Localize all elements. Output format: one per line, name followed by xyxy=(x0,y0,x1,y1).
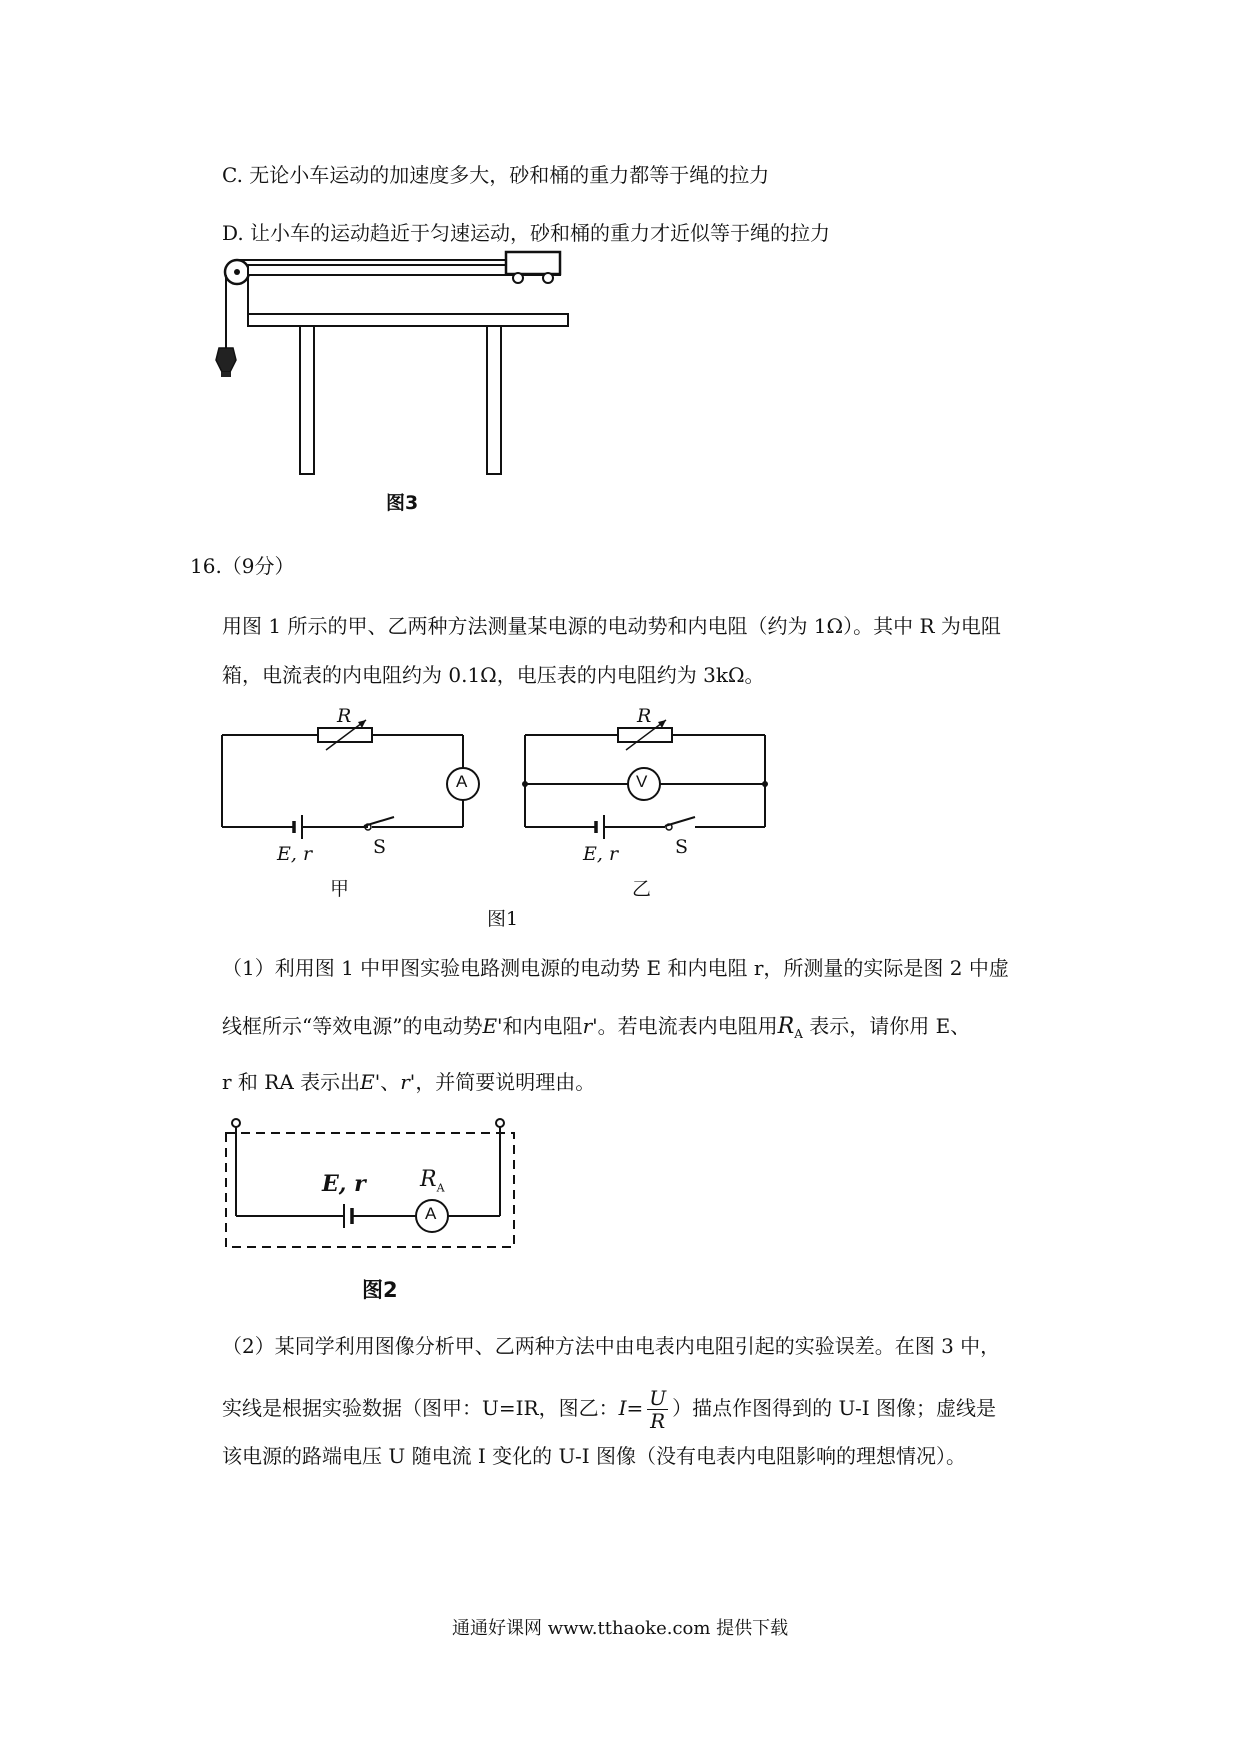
q16-header: 16.（9分） xyxy=(190,554,295,578)
part1-line1: （1）利用图 1 中甲图实验电路测电源的电动势 E 和内电阻 r，所测量的实际是图 2 中虚 xyxy=(222,956,1009,980)
fraction-U-over-R: $\frac{U}{R}$ xyxy=(649,1386,667,1433)
option-d: D. 让小车的运动趋近于匀速运动，砂和桶的重力才近似等于绳的拉力 xyxy=(222,221,831,245)
fig1-jia-S-label: S xyxy=(373,836,387,858)
fig1-jia-Er-label: E, r xyxy=(277,843,313,865)
part2-line1: （2）某同学利用图像分析甲、乙两种方法中由电表内电阻引起的实验误差。在图 3 中， xyxy=(222,1334,1001,1358)
q16-intro-line1: 用图 1 所示的甲、乙两种方法测量某电源的电动势和内电阻（约为 1Ω）。其中 R 为电阻 xyxy=(222,614,1001,638)
part2-line3: 该电源的路端电压 U 随电流 I 变化的 U-I 图像（没有电表内电阻影响的理想情况）。 xyxy=(222,1444,967,1468)
fig1-jia-R-label: R xyxy=(337,705,352,727)
dashed-box xyxy=(226,1133,514,1247)
fig1-yi-R-label: R xyxy=(637,705,652,727)
fig2-RA-label: $R_A$ xyxy=(420,1167,445,1195)
q16-intro-line2: 箱，电流表的内电阻约为 0.1Ω，电压表的内电阻约为 3kΩ。 xyxy=(222,663,765,687)
fig1-jia-label: 甲 xyxy=(330,878,350,900)
option-c: C. 无论小车运动的加速度多大，砂和桶的重力都等于绳的拉力 xyxy=(222,163,770,187)
fig1-yi-label: 乙 xyxy=(632,878,652,900)
fig1-yi-Er-label: E, r xyxy=(583,843,619,865)
fig1-jia-A-label: A xyxy=(456,772,468,791)
fig3-caption: 图3 xyxy=(386,492,419,514)
fig2-A-label: A xyxy=(425,1204,437,1223)
fig1-yi-V-label: V xyxy=(636,772,648,791)
part1-line2: 线框所示“等效电源”的电动势E'和内电阻r'。若电流表内电阻用$R_A$ 表示，请你用 E、 xyxy=(222,1014,971,1041)
terminal-right-icon xyxy=(496,1119,504,1127)
fig1-caption: 图1 xyxy=(487,908,519,930)
fig2-caption: 图2 xyxy=(362,1278,398,1302)
part1-line3: r 和 RA 表示出E'、r'，并简要说明理由。 xyxy=(222,1070,596,1094)
fig1-yi-S-label: S xyxy=(675,836,689,858)
fig2-Er-label: E, r xyxy=(322,1171,366,1197)
part2-line2: 实线是根据实验数据（图甲：U=IR，图乙：I= $\frac{U}{R}$ ）描点作图得到的 U-I 图像；虚线是 xyxy=(222,1386,996,1433)
footer-credit: 通通好课网 www.tthaoke.com 提供下载 xyxy=(452,1618,789,1639)
terminal-left-icon xyxy=(232,1119,240,1127)
